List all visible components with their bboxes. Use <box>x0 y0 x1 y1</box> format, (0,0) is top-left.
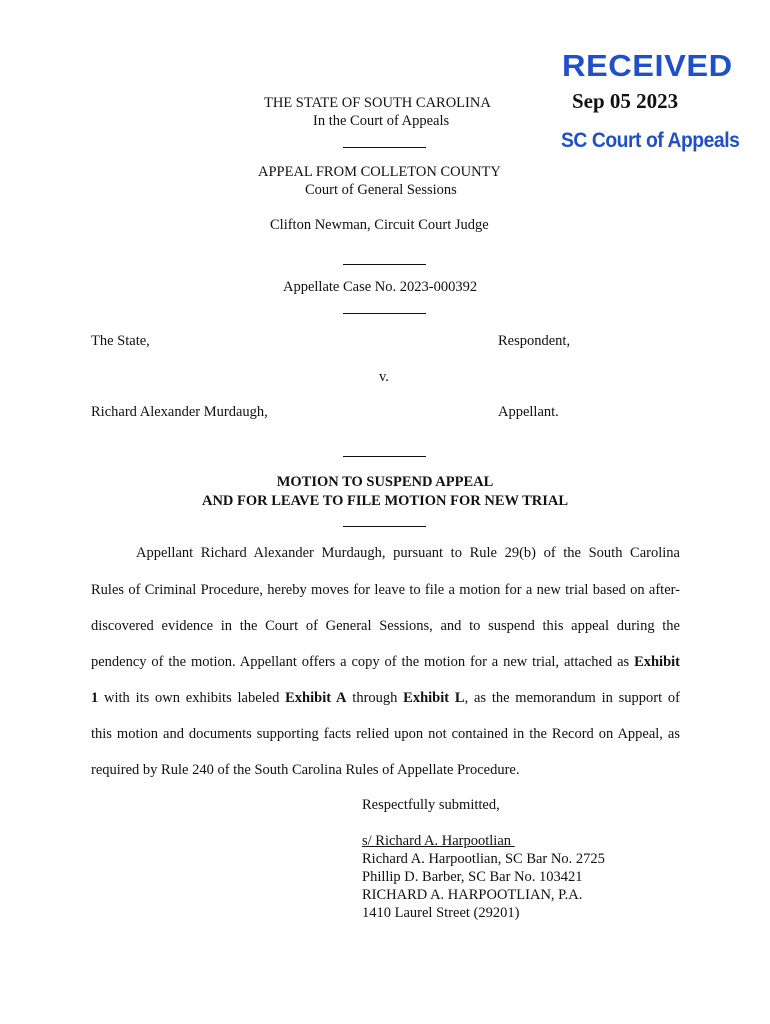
exhibit-ref: Exhibit <box>634 654 680 670</box>
signature: s/ Richard A. Harpootlian <box>362 833 512 849</box>
motion-title-line2: AND FOR LEAVE TO FILE MOTION FOR NEW TRIAL <box>201 493 569 509</box>
body-text: with its own exhibits labeled <box>98 690 286 706</box>
party-state: The State, <box>91 333 150 349</box>
received-date: Sep 05 2023 <box>572 89 679 113</box>
body-line: discovered evidence in the Court of General Sessions, and to suspend this appeal during the <box>91 618 680 634</box>
case-number: Appellate Case No. 2023-000392 <box>283 279 478 295</box>
closing: Respectfully submitted, <box>362 797 500 813</box>
body-text: through <box>346 690 404 706</box>
body-line: Rules of Criminal Procedure, hereby moves for leave to file a motion for a new trial based on after- <box>91 582 680 598</box>
exhibit-ref: 1 <box>91 690 99 706</box>
appeal-from: APPEAL FROM COLLETON COUNTY <box>258 164 501 180</box>
party-defendant: Richard Alexander Murdaugh, <box>91 404 268 420</box>
received-court: SC Court of Appeals <box>561 129 740 152</box>
divider <box>343 456 426 457</box>
party-state-role: Respondent, <box>498 333 571 349</box>
exhibit-ref: Exhibit L <box>403 690 465 706</box>
body-line: required by Rule 240 of the South Carolina Rules of Appellate Procedure. <box>91 762 520 778</box>
divider <box>343 526 426 527</box>
court-heading: In the Court of Appeals <box>313 113 450 129</box>
received-stamp: RECEIVED <box>562 48 733 83</box>
body-text: pendency of the motion. Appellant offers a copy of the motion for a new trial, attached as <box>91 654 635 670</box>
versus: v. <box>379 369 389 385</box>
state-heading: THE STATE OF SOUTH CAROLINA <box>264 95 491 111</box>
divider <box>343 313 426 314</box>
attorney-name: Richard A. Harpootlian, SC Bar No. 2725 <box>362 851 605 867</box>
attorney-name-2: Phillip D. Barber, SC Bar No. 103421 <box>362 869 583 885</box>
signature-line <box>362 833 561 850</box>
body-line: this motion and documents supporting facts relied upon not contained in the Record on Appeal, as <box>91 726 680 742</box>
party-defendant-role: Appellant. <box>498 404 559 420</box>
body-line: Appellant Richard Alexander Murdaugh, pursuant to Rule 29(b) of the South Carolina <box>136 545 680 561</box>
divider <box>343 147 426 148</box>
lower-court: Court of General Sessions <box>305 182 457 198</box>
law-firm: RICHARD A. HARPOOTLIAN, P.A. <box>362 887 583 903</box>
judge-name: Clifton Newman, Circuit Court Judge <box>270 217 489 233</box>
firm-address: 1410 Laurel Street (29201) <box>362 905 520 921</box>
body-text: , as the memorandum in support of <box>464 690 681 706</box>
body-line <box>91 690 680 707</box>
signature-underline <box>511 833 561 850</box>
body-line <box>91 654 680 671</box>
motion-title-line1: MOTION TO SUSPEND APPEAL <box>276 474 494 490</box>
exhibit-ref: Exhibit A <box>285 690 347 706</box>
divider <box>343 264 426 265</box>
